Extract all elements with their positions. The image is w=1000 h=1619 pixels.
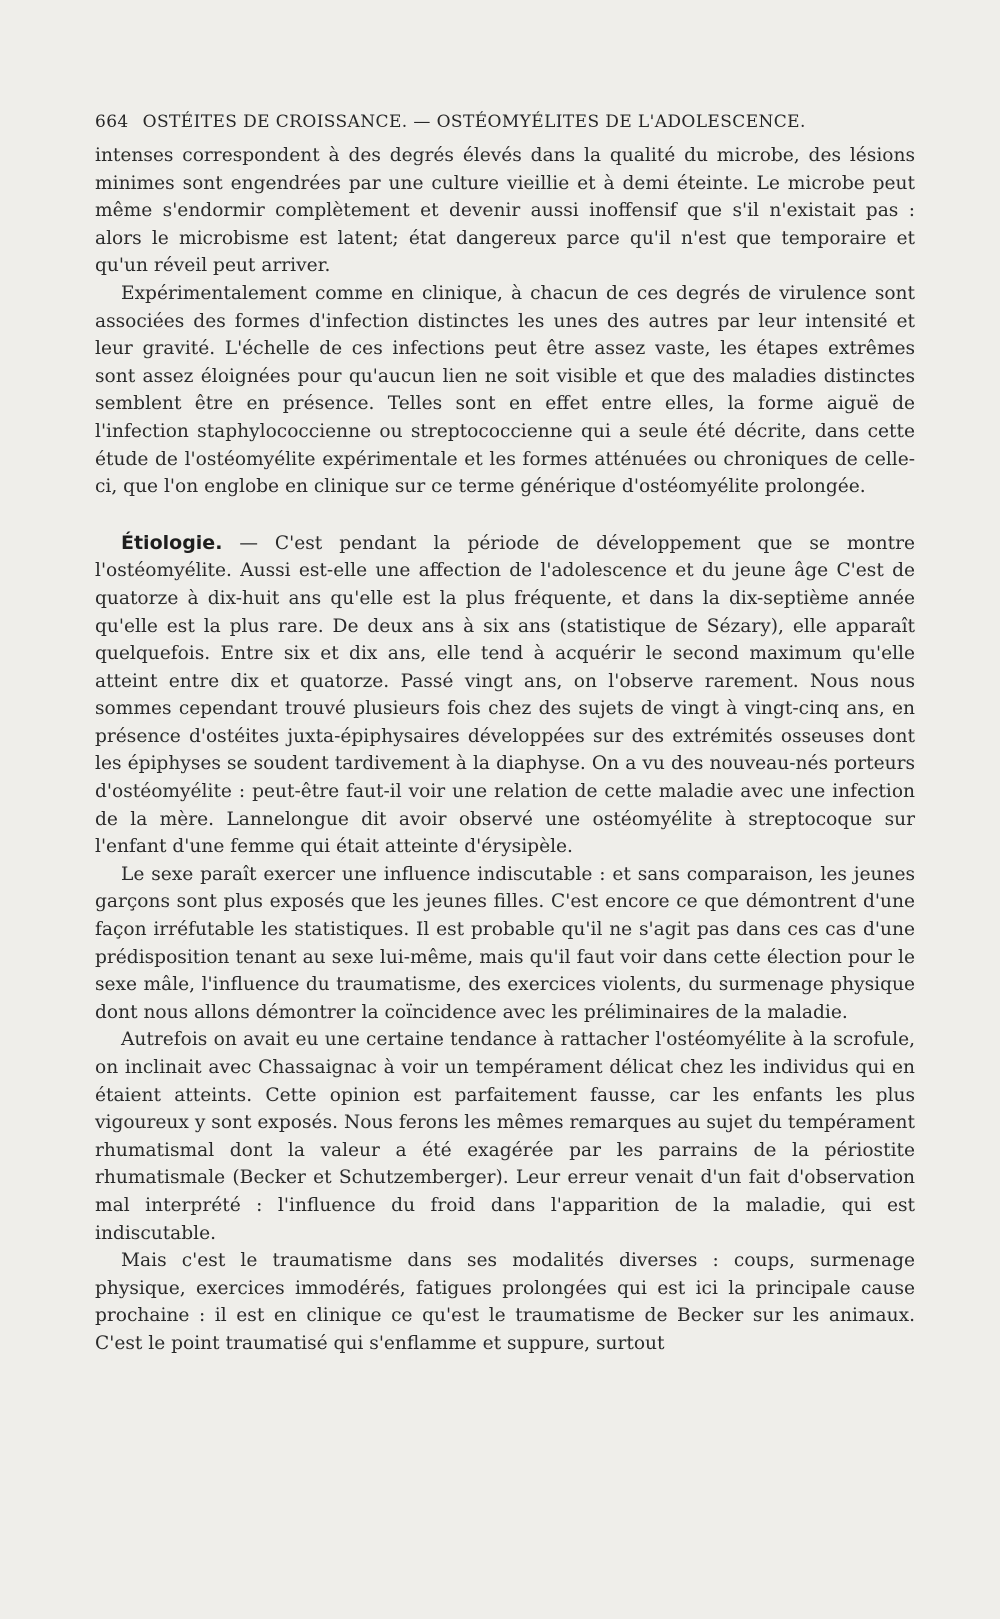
paragraph-experimental xyxy=(95,280,915,501)
paragraph-text: Expérimentalement comme en clinique, à chacun de ces degrés de virulence sont associées des formes d'infection distinctes les unes des autres par leur intensité et leur gravité. L'échelle de ces infections peut être assez vaste, les étapes extrêmes sont assez éloignées pour qu'aucun lien ne soit visible et que des maladies distinctes semblent être en présence. Telles sont en effet entre elles, la forme aiguë de l'infection staphylococcienne ou streptococcienne qui a seule été décrite, dans cette étude de l'ostéomyélite expérimentale et les formes atténuées ou chroniques de celle-ci, que l'on englobe en clinique sur ce terme générique d'ostéomyélite prolongée. xyxy=(95,282,915,498)
running-header xyxy=(95,112,915,132)
section-heading: Étiologie. xyxy=(121,531,223,554)
paragraph-traumatisme xyxy=(95,1247,915,1357)
paragraph-text: — C'est pendant la période de développement que se montre l'ostéomyélite. Aussi est-elle une affection de l'adolescence et du jeune âge C'est de quatorze à dix-huit ans qu'elle est la plus fréquente, et dans la dix-septième année qu'elle est la plus rare. De deux ans à six ans (statistique de Sézary), elle apparaît quelquefois. Entre six et dix ans, elle tend à acquérir le second maximum qu'elle atteint entre dix et quatorze. Passé vingt ans, on l'observe rarement. Nous nous sommes cependant trouvé plusieurs fois chez des sujets de vingt à vingt-cinq ans, en présence d'ostéites juxta-épiphysaires développées sur des extrémités osseuses dont les épiphyses se soudent tardivement à la diaphyse. On a vu des nouveau-nés porteurs d'ostéomyélite : peut-être faut-il voir une relation de cette maladie avec une infection de la mère. Lannelongue dit avoir observé une ostéomyélite à streptocoque sur l'enfant d'une femme qui était atteinte d'érysipèle. xyxy=(95,532,915,858)
paragraph-text: Mais c'est le traumatisme dans ses modalités diverses : coups, surmenage physique, exercices immodérés, fatigues prolongées qui est ici la principale cause prochaine : il est en clinique ce qu'est le traumatisme de Becker sur les animaux. C'est le point traumatisé qui s'enflamme et suppure, surtout xyxy=(95,1250,915,1354)
paragraph-temperament xyxy=(95,1026,915,1247)
paragraph-text: Autrefois on avait eu une certaine tendance à rattacher l'ostéomyélite à la scrofule, on inclinait avec Chassaignac à voir un tempérament délicat chez les individus qui en étaient atteints. Cette opinion est parfaitement fausse, car les enfants les plus vigoureux y sont exposés. Nous ferons les mêmes remarques au sujet du tempérament rhumatismal dont la valeur a été exagérée par les parrains de la périostite rhumatismale (Becker et Schutzemberger). Leur erreur venait d'un fait d'observation mal interprété : l'influence du froid dans l'apparition de la maladie, qui est indiscutable. xyxy=(95,1029,915,1244)
paragraph-sexe xyxy=(95,861,915,1027)
page-number: 664 xyxy=(95,112,129,132)
paragraph-continuation xyxy=(95,142,915,280)
paragraph-etiologie xyxy=(95,530,915,861)
book-page xyxy=(95,112,915,1358)
running-title: OSTÉITES DE CROISSANCE. — OSTÉOMYÉLITES DE L'ADOLESCENCE. xyxy=(142,112,806,132)
body-text xyxy=(95,142,915,1358)
paragraph-text: Le sexe paraît exercer une influence indiscutable : et sans comparaison, les jeunes garçons sont plus exposés que les jeunes filles. C'est encore ce que démontrent d'une façon irréfutable les statistiques. Il est probable qu'il ne s'agit pas dans ces cas d'une prédisposition tenant au sexe lui-même, mais qu'il faut voir dans cette élection pour le sexe mâle, l'influence du traumatisme, des exercices violents, du surmenage physique dont nous allons démontrer la coïncidence avec les préliminaires de la maladie. xyxy=(95,863,915,1023)
paragraph-text: intenses correspondent à des degrés élevés dans la qualité du microbe, des lésions minimes sont engendrées par une culture vieillie et à demi éteinte. Le microbe peut même s'endormir complètement et devenir aussi inoffensif que s'il n'existait pas : alors le microbisme est latent; état dangereux parce qu'il n'est que temporaire et qu'un réveil peut arriver. xyxy=(95,145,915,277)
